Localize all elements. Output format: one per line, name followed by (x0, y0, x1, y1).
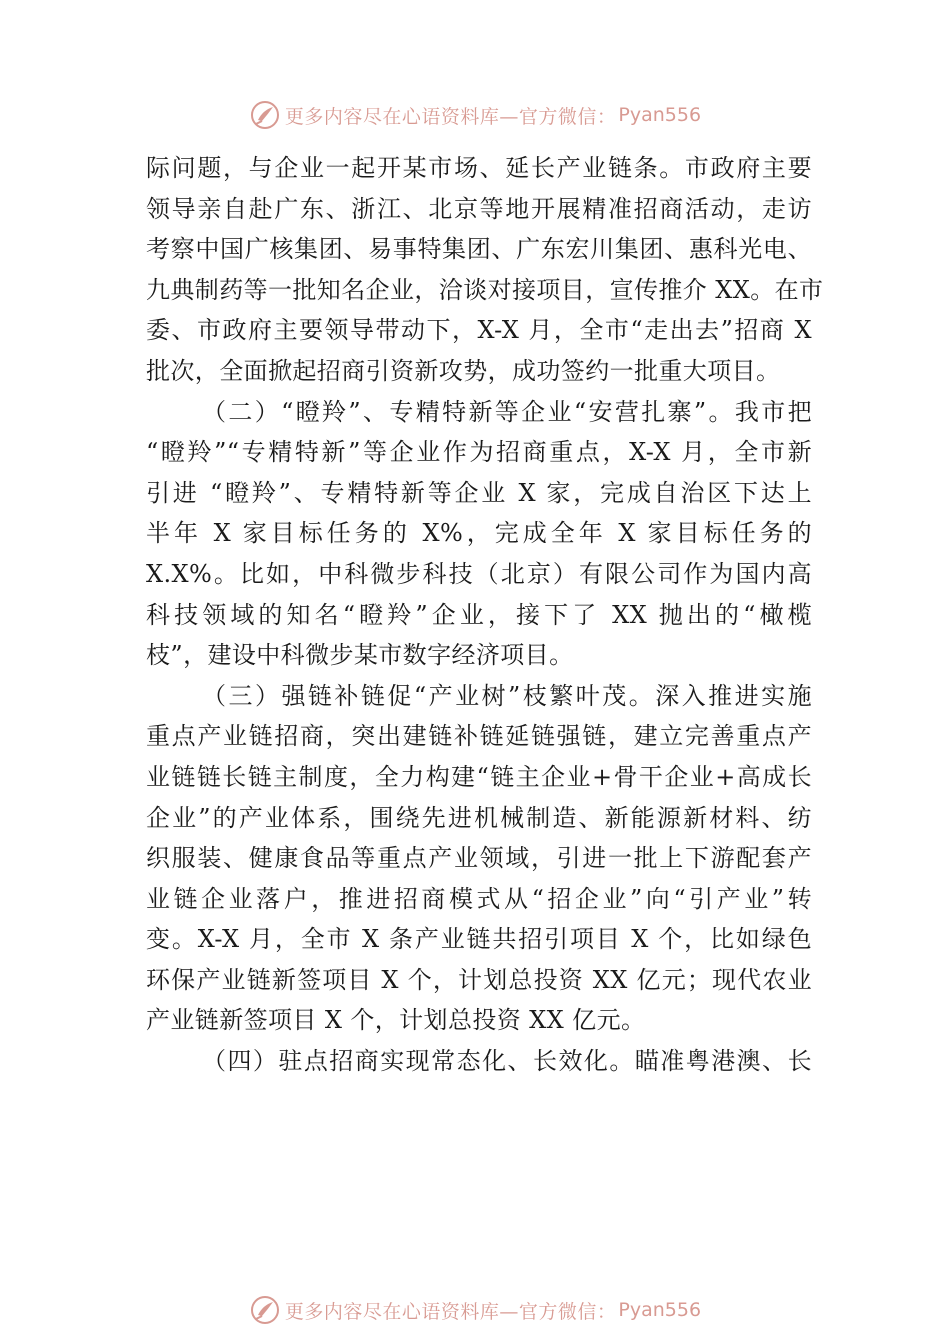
watermark-wechat-id: Pyan556 (618, 1299, 702, 1321)
watermark-text: 更多内容尽在心语资料库—官方微信： (284, 105, 617, 128)
text-line: 枝”，建设中科微步某市数字经济项目。 (146, 641, 574, 670)
footer-watermark (0, 1290, 950, 1330)
text-line: （四）驻点招商实现常态化、长效化。瞄准粤港澳、长 (202, 1047, 812, 1076)
text-line: 科技领域的知名“瞪羚”企业，接下了 XX 抛出的“橄榄 (146, 600, 812, 629)
text-line: 半年 X 家目标任务的 X%，完成全年 X 家目标任务的 (146, 519, 812, 548)
text-line: 变。X-X 月，全市 X 条产业链共招引项目 X 个，比如绿色 (146, 925, 812, 954)
text-line: 企业”的产业体系，围绕先进机械制造、新能源新材料、纺 (146, 803, 812, 832)
brush-logo-icon (249, 1294, 281, 1326)
text-line: 考察中国广核集团、易事特集团、广东宏川集团、惠科光电、 (146, 235, 812, 264)
text-line: 产业链新签项目 X 个，计划总投资 XX 亿元。 (146, 1006, 646, 1035)
text-line: （三）强链补链促“产业树”枝繁叶茂。深入推进实施 (202, 681, 812, 710)
text-line: 重点产业链招商，突出建链补链延链强链，建立完善重点产 (146, 722, 812, 751)
watermark-wechat-id: Pyan556 (618, 104, 702, 126)
brush-logo-icon (249, 99, 281, 131)
text-line: 业链企业落户，推进招商模式从“招企业”向“引产业”转 (146, 884, 812, 913)
text-line: 引进 “瞪羚”、专精特新等企业 X 家，完成自治区下达上 (146, 478, 812, 507)
text-line: 际问题，与企业一起开某市场、延长产业链条。市政府主要 (146, 154, 812, 182)
text-line: 织服装、健康食品等重点产业领域，引进一批上下游配套产 (146, 844, 812, 873)
text-line: 环保产业链新签项目 X 个，计划总投资 XX 亿元；现代农业 (146, 965, 812, 994)
text-line: 业链链长链主制度，全力构建“链主企业+骨干企业+高成长 (146, 762, 812, 791)
text-line: 委、市政府主要领导带动下，X-X 月，全市“走出去”招商 X (146, 316, 812, 345)
header-watermark (0, 95, 950, 135)
text-line: 领导亲自赴广东、浙江、北京等地开展精准招商活动，走访 (146, 194, 812, 223)
text-line: X.X%。比如，中科微步科技（北京）有限公司作为国内高 (146, 559, 812, 588)
text-line: 九典制药等一批知名企业，洽谈对接项目，宣传推介 XX。在市 (146, 275, 824, 304)
watermark-text: 更多内容尽在心语资料库—官方微信： (284, 1300, 617, 1323)
text-line: 批次，全面掀起招商引资新攻势，成功签约一批重大项目。 (146, 356, 781, 385)
text-line: “瞪羚”“专精特新”等企业作为招商重点，X-X 月，全市新 (146, 438, 812, 467)
document-body (146, 148, 824, 1082)
text-line: （二）“瞪羚”、专精特新等企业“安营扎寨”。我市把 (202, 397, 812, 426)
